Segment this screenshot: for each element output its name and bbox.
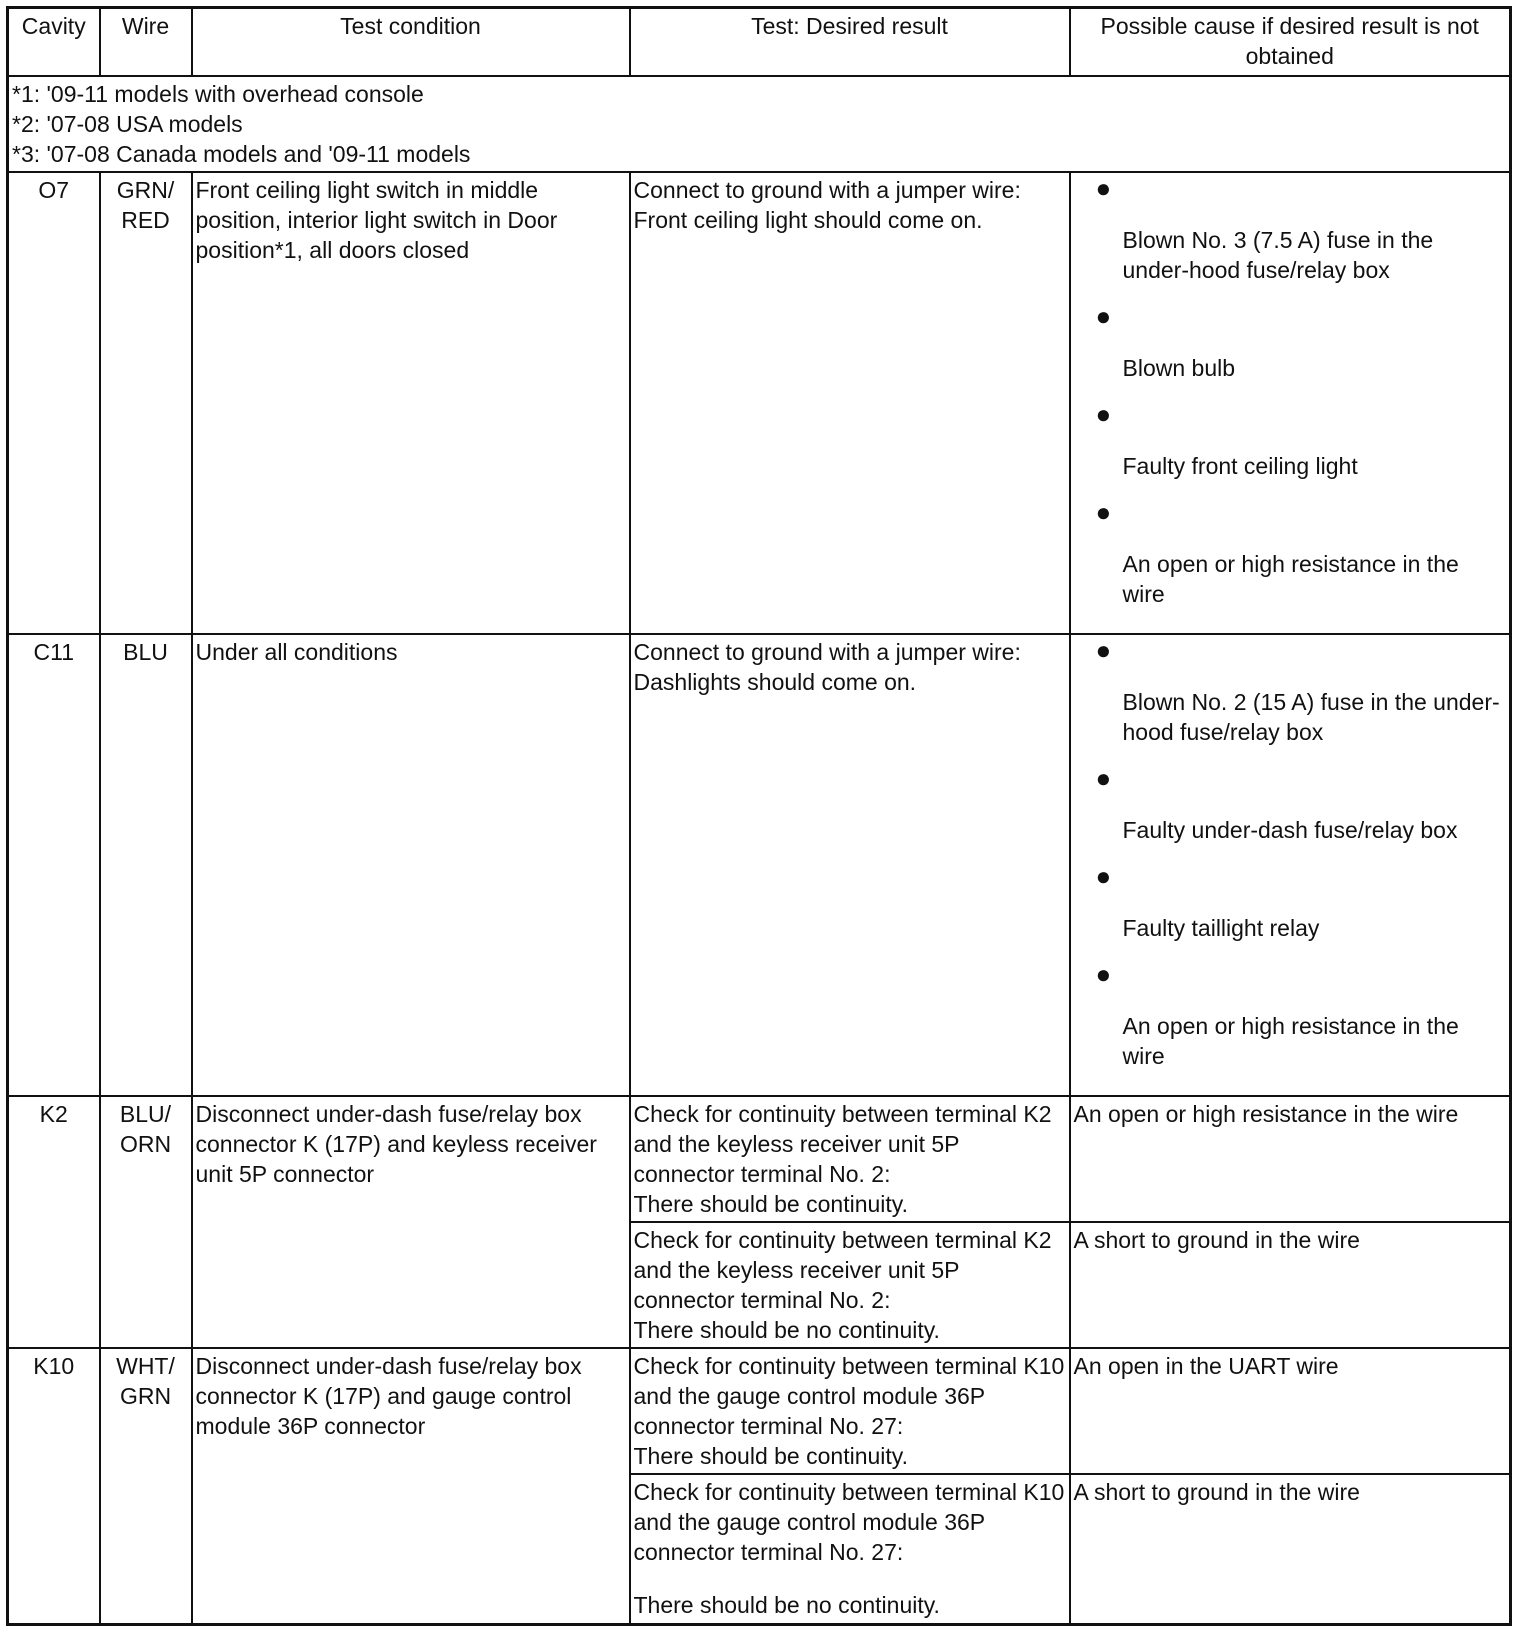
expected-result: There should be no continuity. bbox=[633, 1317, 940, 1343]
list-item bbox=[1074, 401, 1507, 481]
result-cell: Connect to ground with a jumper wire: Dashlights should come on. bbox=[630, 634, 1070, 1096]
bullet-icon: ● bbox=[1095, 399, 1112, 429]
footnote: *2: '07-08 USA models bbox=[12, 111, 243, 137]
cause-cell bbox=[1070, 634, 1511, 1096]
cause-cell: A short to ground in the wire bbox=[1070, 1222, 1511, 1348]
cavity-cell: O7 bbox=[8, 172, 100, 634]
wire-cell bbox=[100, 172, 192, 634]
cause-cell bbox=[1070, 172, 1511, 634]
header-possible-cause: Possible cause if desired result is not obtained bbox=[1070, 8, 1511, 77]
footnotes-row bbox=[8, 76, 1511, 172]
expected-result: There should be continuity. bbox=[633, 1443, 908, 1469]
cause-cell: An open in the UART wire bbox=[1070, 1348, 1511, 1474]
header-wire: Wire bbox=[100, 8, 192, 77]
wire-cell bbox=[100, 1348, 192, 1624]
cause-text: Faulty under-dash fuse/relay box bbox=[1122, 817, 1458, 843]
list-item bbox=[1074, 863, 1507, 943]
cause-text: Blown bulb bbox=[1122, 355, 1236, 381]
condition-cell: Disconnect under-dash fuse/relay box connector K (17P) and keyless receiver unit 5P connector bbox=[192, 1096, 630, 1348]
result-cell: Connect to ground with a jumper wire: Front ceiling light should come on. bbox=[630, 172, 1070, 634]
cause-list bbox=[1074, 175, 1507, 609]
result-cell bbox=[630, 1474, 1070, 1624]
bullet-icon: ● bbox=[1095, 173, 1112, 203]
cause-text: An open or high resistance in the wire bbox=[1122, 551, 1459, 607]
list-item bbox=[1074, 175, 1507, 285]
result-cell bbox=[630, 1096, 1070, 1222]
result-cell bbox=[630, 1348, 1070, 1474]
cavity-cell: C11 bbox=[8, 634, 100, 1096]
bullet-icon: ● bbox=[1095, 635, 1112, 665]
check-instruction: Check for continuity between terminal K10 and the gauge control module 36P connector terminal No. 27: bbox=[633, 1479, 1065, 1565]
result-cell bbox=[630, 1222, 1070, 1348]
header-cavity: Cavity bbox=[8, 8, 100, 77]
cause-text: An open or high resistance in the wire bbox=[1122, 1013, 1459, 1069]
list-item bbox=[1074, 765, 1507, 845]
cause-text: Blown No. 2 (15 A) fuse in the under-hood fuse/relay box bbox=[1122, 689, 1500, 745]
wire-color: BLU bbox=[123, 639, 168, 665]
table-row bbox=[8, 1096, 1511, 1222]
cavity-cell: K2 bbox=[8, 1096, 100, 1348]
check-instruction: Check for continuity between terminal K2 and the keyless receiver unit 5P connector terminal No. 2: bbox=[633, 1227, 1052, 1313]
list-item bbox=[1074, 303, 1507, 383]
wire-color: ORN bbox=[119, 1131, 172, 1157]
bullet-icon: ● bbox=[1095, 763, 1112, 793]
expected-result: There should be continuity. bbox=[633, 1191, 908, 1217]
list-item bbox=[1074, 637, 1507, 747]
footnote: *1: '09-11 models with overhead console bbox=[12, 81, 424, 107]
check-instruction: Check for continuity between terminal K2 and the keyless receiver unit 5P connector terminal No. 2: bbox=[633, 1101, 1052, 1187]
footnote: *3: '07-08 Canada models and '09-11 models bbox=[12, 141, 471, 167]
cause-text: Faulty taillight relay bbox=[1122, 915, 1320, 941]
cause-text: Faulty front ceiling light bbox=[1122, 453, 1358, 479]
cause-text: Blown No. 3 (7.5 A) fuse in the under-hood fuse/relay box bbox=[1122, 227, 1434, 283]
table-row bbox=[8, 172, 1511, 634]
bullet-icon: ● bbox=[1095, 497, 1112, 527]
list-item bbox=[1074, 499, 1507, 609]
cause-cell: A short to ground in the wire bbox=[1070, 1474, 1511, 1624]
connector-test-table bbox=[6, 6, 1512, 1626]
wire-color: WHT/ bbox=[116, 1353, 175, 1379]
wire-color: GRN/ bbox=[116, 177, 175, 203]
wire-color: BLU/ bbox=[119, 1101, 172, 1127]
header-test-condition: Test condition bbox=[192, 8, 630, 77]
spacer bbox=[634, 1567, 1066, 1590]
condition-cell: Under all conditions bbox=[192, 634, 630, 1096]
table-row bbox=[8, 1348, 1511, 1474]
cause-list bbox=[1074, 637, 1507, 1071]
condition-cell: Front ceiling light switch in middle position, interior light switch in Door position*1, all doors closed bbox=[192, 172, 630, 634]
check-instruction: Check for continuity between terminal K10 and the gauge control module 36P connector terminal No. 27: bbox=[633, 1353, 1065, 1439]
bullet-icon: ● bbox=[1095, 861, 1112, 891]
expected-result: There should be no continuity. bbox=[633, 1592, 940, 1618]
cavity-cell: K10 bbox=[8, 1348, 100, 1624]
cause-cell: An open or high resistance in the wire bbox=[1070, 1096, 1511, 1222]
wire-cell bbox=[100, 1096, 192, 1348]
condition-cell: Disconnect under-dash fuse/relay box connector K (17P) and gauge control module 36P connector bbox=[192, 1348, 630, 1624]
wire-color: RED bbox=[121, 207, 170, 233]
bullet-icon: ● bbox=[1095, 959, 1112, 989]
header-desired-result: Test: Desired result bbox=[630, 8, 1070, 77]
wire-cell bbox=[100, 634, 192, 1096]
wire-color: GRN bbox=[119, 1383, 172, 1409]
footnotes-cell bbox=[8, 76, 1511, 172]
bullet-icon: ● bbox=[1095, 301, 1112, 331]
list-item bbox=[1074, 961, 1507, 1071]
table-row bbox=[8, 634, 1511, 1096]
header-row bbox=[8, 8, 1511, 77]
